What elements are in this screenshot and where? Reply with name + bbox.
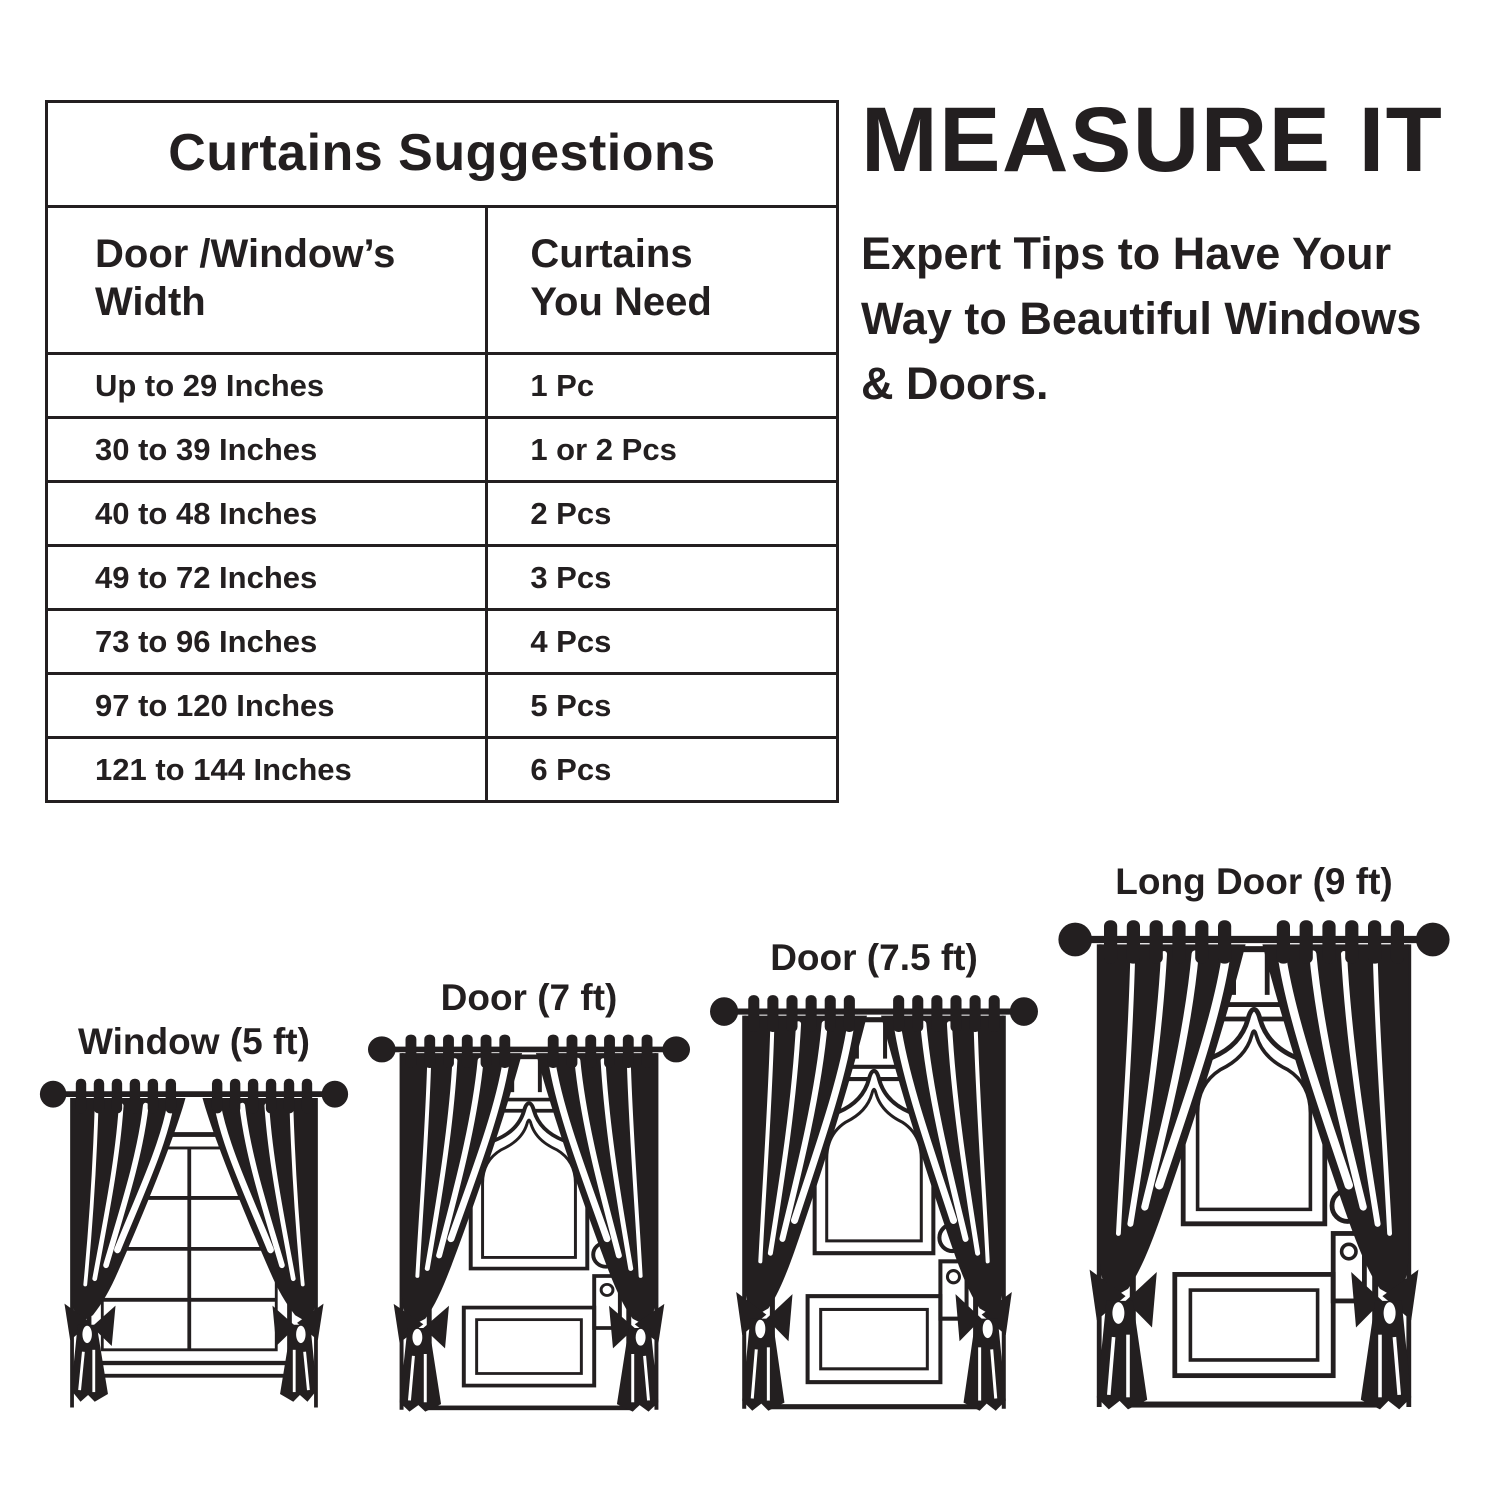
table-row-curtains-cell: 1 Pc (485, 352, 836, 416)
figure-window-5ft (38, 1021, 350, 1419)
column-header-width-label: Door /Window’s Width (95, 232, 396, 324)
table-row-width-cell: 73 to 96 Inches (48, 608, 485, 672)
door-with-curtains-illustration (708, 989, 1040, 1419)
column-header-width (48, 205, 485, 352)
table-row-width-cell: 97 to 120 Inches (48, 672, 485, 736)
door-with-curtains-illustration (1056, 913, 1452, 1419)
table-row-curtains-cell: 1 or 2 Pcs (485, 416, 836, 480)
table-row-curtains-cell: 3 Pcs (485, 544, 836, 608)
table-row-width-cell: 49 to 72 Inches (48, 544, 485, 608)
table-row-curtains-cell: 2 Pcs (485, 480, 836, 544)
figure-label: Door (7.5 ft) (770, 937, 978, 978)
figure-label: Window (5 ft) (78, 1021, 310, 1062)
measure-it-subtitle: Expert Tips to Have Your Way to Beautiful Windows & Doors. (861, 228, 1422, 409)
door-with-curtains-illustration (366, 1029, 692, 1419)
curtain-suggestions-table (45, 100, 839, 803)
size-illustrations (0, 861, 1500, 1419)
table-row-width-cell: 30 to 39 Inches (48, 416, 485, 480)
table-row-curtains-cell: 5 Pcs (485, 672, 836, 736)
window-with-curtains-illustration (38, 1073, 350, 1419)
figure-door-7ft (366, 977, 692, 1419)
figure-door-7-5ft (708, 937, 1040, 1419)
table-row-width-cell: 40 to 48 Inches (48, 480, 485, 544)
table-row-width-cell: 121 to 144 Inches (48, 736, 485, 800)
table-row-width-cell: Up to 29 Inches (48, 352, 485, 416)
figure-long-door-9ft (1056, 861, 1452, 1419)
column-header-curtains-label: Curtains You Need (530, 232, 712, 324)
table-title: Curtains Suggestions (168, 124, 716, 182)
measure-it-title: MEASURE IT (861, 89, 1444, 191)
table-row-curtains-cell: 6 Pcs (485, 736, 836, 800)
figure-label: Door (7 ft) (440, 977, 618, 1018)
table-row-curtains-cell: 4 Pcs (485, 608, 836, 672)
figure-label: Long Door (9 ft) (1115, 861, 1393, 902)
measure-it-section (861, 89, 1444, 416)
column-header-curtains (485, 205, 836, 352)
